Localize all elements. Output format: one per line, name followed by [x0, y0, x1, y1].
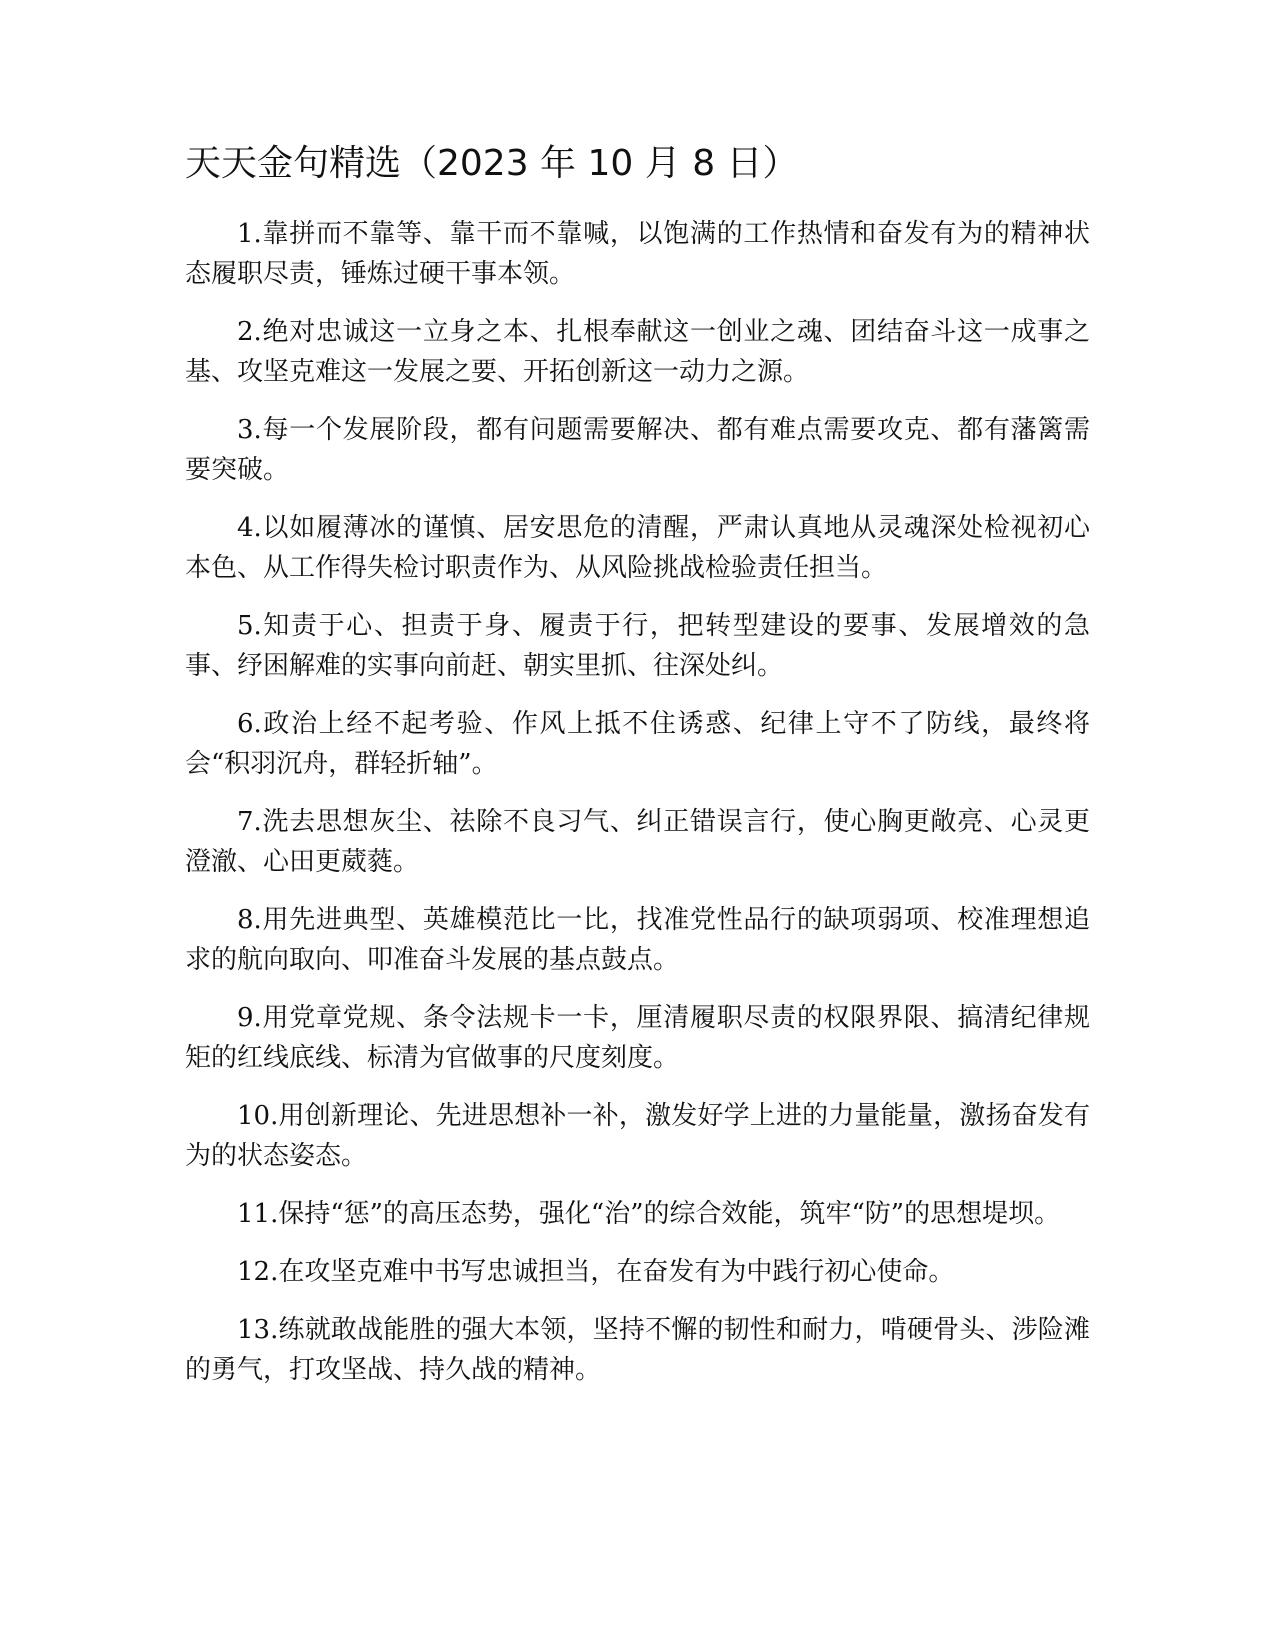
quote-item-12: 12.在攻坚克难中书写忠诚担当，在奋发有为中践行初心使命。 [237, 1257, 955, 1287]
quote-item-13: 13.练就敢战能胜的强大本领，坚持不懈的韧性和耐力，啃硬骨头、涉险滩的勇气，打攻坚战、持久战的精神。 [185, 1315, 1090, 1385]
document-title: 天天金句精选（2023 年 10 月 8 日） [185, 143, 799, 184]
quote-list [185, 214, 1090, 1390]
quote-item-2: 2.绝对忠诚这一立身之本、扎根奉献这一创业之魂、团结奋斗这一成事之基、攻坚克难这一发展之要、开拓创新这一动力之源。 [185, 317, 1090, 387]
quote-item-6: 6.政治上经不起考验、作风上抵不住诱惑、纪律上守不了防线，最终将会“积羽沉舟，群轻折轴”。 [185, 709, 1090, 779]
quote-item-1: 1.靠拼而不靠等、靠干而不靠喊，以饱满的工作热情和奋发有为的精神状态履职尽责，锤炼过硬干事本领。 [185, 219, 1090, 289]
quote-item-11: 11.保持“惩”的高压态势，强化“治”的综合效能，筑牢“防”的思想堤坝。 [237, 1199, 1061, 1229]
quote-item-3: 3.每一个发展阶段，都有问题需要解决、都有难点需要攻克、都有藩篱需要突破。 [185, 415, 1090, 485]
document-page [185, 140, 1090, 1408]
quote-item-4: 4.以如履薄冰的谨慎、居安思危的清醒，严肃认真地从灵魂深处检视初心本色、从工作得失检讨职责作为、从风险挑战检验责任担当。 [185, 513, 1090, 583]
quote-item-9: 9.用党章党规、条令法规卡一卡，厘清履职尽责的权限界限、搞清纪律规矩的红线底线、标清为官做事的尺度刻度。 [185, 1003, 1090, 1073]
quote-item-5: 5.知责于心、担责于身、履责于行，把转型建设的要事、发展增效的急事、纾困解难的实事向前赶、朝实里抓、往深处纠。 [185, 611, 1090, 681]
quote-item-10: 10.用创新理论、先进思想补一补，激发好学上进的力量能量，激扬奋发有为的状态姿态。 [185, 1101, 1090, 1171]
quote-item-7: 7.洗去思想灰尘、祛除不良习气、纠正错误言行，使心胸更敞亮、心灵更澄澈、心田更葳蕤。 [185, 807, 1090, 877]
quote-item-8: 8.用先进典型、英雄模范比一比，找准党性品行的缺项弱项、校准理想追求的航向取向、叩准奋斗发展的基点鼓点。 [185, 905, 1090, 975]
